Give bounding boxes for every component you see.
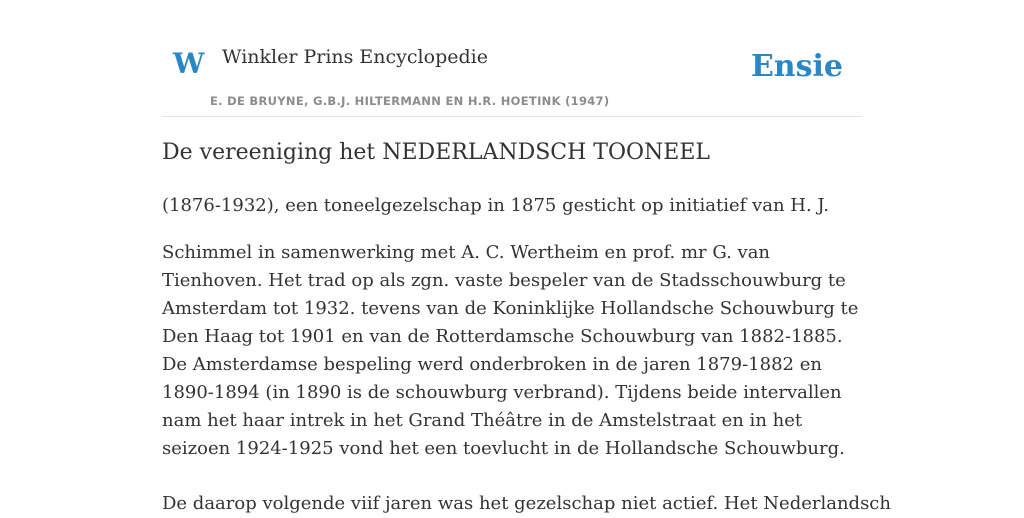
page	[162, 0, 891, 514]
header	[162, 0, 862, 117]
ensie-logo[interactable]: Ensie	[750, 49, 843, 84]
article-paragraph-1: (1876-1932), een toneelgezelschap in 1875 gesticht op initiatief van H. J.	[162, 195, 829, 216]
winkler-prins-logo[interactable]: W	[173, 47, 205, 80]
book-authors: E. DE BRUYNE, G.B.J. HILTERMANN EN H.R. HOETINK (1947)	[210, 94, 610, 108]
article-paragraph-3: De daarop volgende viif jaren was het gezelschap niet actief. Het Nederlandsch	[162, 493, 891, 514]
article-title: De vereeniging het NEDERLANDSCH TOONEEL	[162, 140, 711, 165]
book-title[interactable]: Winkler Prins Encyclopedie	[222, 46, 488, 68]
article-paragraph-2: Schimmel in samenwerking met A. C. Wertheim en prof. mr G. van Tienhoven. Het trad op als zgn. vaste bespeler van de Stadsschouwburg te Amsterdam tot 1932. tevens van de Koninklijke Hollandsche Schouwburg te Den Haag tot 1901 en van de Rotterdamsche Schouwburg van 1882-1885. De Amsterdamse bespeling werd onderbroken in de jaren 1879-1882 en 1890-1894 (in 1890 is de schouwburg verbrand). Tijdens beide intervallen nam het haar intrek in het Grand Théâtre in de Amstelstraat en in het seizoen 1924-1925 vond het een toevlucht in de Hollandsche Schouwburg.	[162, 242, 859, 459]
